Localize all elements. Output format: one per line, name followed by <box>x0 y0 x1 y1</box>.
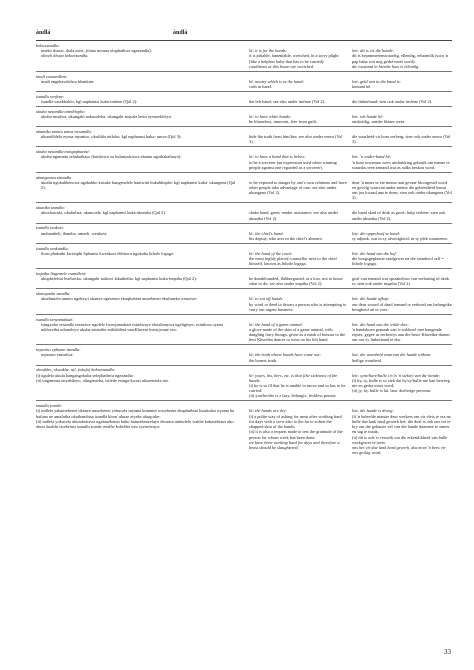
english-column <box>249 210 352 220</box>
entry-headword: kokwezandla: <box>36 43 60 48</box>
afrikaans-column <box>352 322 452 343</box>
english-column <box>249 408 352 455</box>
entry-text: lett: die hand van die wilde dier: <box>352 321 409 327</box>
running-header <box>36 30 452 39</box>
entry-text: be blameless, innocent, free from guilt. <box>249 119 318 125</box>
entry-separator <box>36 400 452 401</box>
entry-headword: ukunqumla izandla: <box>36 291 71 297</box>
english-column <box>249 99 352 104</box>
entry-row <box>36 79 452 89</box>
english-column <box>249 154 352 170</box>
xhosa-column <box>36 276 249 286</box>
entry-separator <box>36 344 452 345</box>
entry-row <box>36 154 452 170</box>
entry-text: inyaniso emsulwa: <box>41 352 74 358</box>
entry-headword: imali esesandleni: <box>36 73 68 79</box>
xhosa-column <box>36 373 249 399</box>
entry-text: be dumbfounded, flabbergasted, at a loss, not to know what to do; see also under inqatha (Vol 2). <box>249 276 343 287</box>
xhosa-column <box>36 322 249 343</box>
entry-row <box>36 408 452 455</box>
entry-text: conditions at this home are wretched. <box>249 63 315 69</box>
entry-text: (i) ugulela ukufa kangangokuba selephathwa ngezandla: <box>36 372 134 378</box>
entry-text: lett: syne/hare/hulle s'n (s 'n siekte) van die hande: <box>352 372 441 378</box>
entry-list <box>36 43 452 455</box>
entry-text: sy adjunk, wat in sy afwesigheid, in sy plek waarneem. <box>352 235 448 241</box>
entry-text: (i) hy, sy, hulle is so siek dat hy/sy/hulle nie kan beweeg nie en gedra moet word; <box>352 377 450 389</box>
afrikaans-column <box>352 79 452 89</box>
entry-text: lett: die opperhoof se hand: <box>352 230 401 236</box>
entry-text: lett: dit is vir die hande: <box>352 48 395 54</box>
entry-headword: ukuba nezandla ezimhlophe: <box>36 108 86 114</box>
entry-headword: isandla senkosi: <box>36 225 65 231</box>
entry-text: ukuthintela umntu ngelizwi okanye ngesenzo ekuqhubeni umsebenzi ekufuneka wenziwe: <box>41 296 198 302</box>
afrikaans-column <box>352 114 452 124</box>
entry-text: (ii) indlela yokucela ukutoketiswa ngabasebenzi kubo bamsebenzelayo ebonisa umbulelo wakhe kubasebenzi abo: <box>36 418 235 424</box>
entry-separator <box>36 172 452 173</box>
entry-text: (ii) ungumntu onyabileyo, olingenerha, isifede esinga-kwazi ukuzenzela nto. <box>36 377 170 383</box>
entry-text: the left hand; see also under imfene (Vol 2). <box>249 99 326 105</box>
entry-text: lett: die hand van die hof: <box>352 250 397 256</box>
entry-text: lit: the hand of the court: <box>249 250 293 256</box>
entry-text: lett: die hande is droog: <box>352 408 394 414</box>
english-column <box>249 296 352 312</box>
xhosa-column <box>36 352 249 362</box>
entry-row <box>36 231 452 241</box>
xhosa-column <box>36 99 249 104</box>
entry-text: (ii) you/he/she is a lazy, lethargic, feckless person. <box>249 393 337 399</box>
xhosa-column <box>36 408 249 455</box>
entry-text: cash in hand. <box>249 84 272 90</box>
entry-text: a glove made of the skin of a game animal, with dangling furry thongs, given as a mark of honour to the best Khwetha dancer to wear on his left hand. <box>249 327 346 343</box>
entry-text: imali engekavalelwa bhankini: <box>41 78 95 84</box>
entry-text: to be a sorcerer (an expression used when warning people against one regarded as a sorcerer). <box>249 159 337 170</box>
entry-row <box>36 114 452 124</box>
entry-text: lett: die hande afkap: <box>352 296 390 302</box>
xhosa-column <box>36 154 249 170</box>
entry-text: die waarheid vir hom verberg; sien ook onder umva (Vol 3). <box>352 134 451 145</box>
english-column <box>249 79 352 89</box>
afrikaans-column <box>352 251 452 267</box>
entry-headword: isandla senyamakazi: <box>36 316 74 322</box>
entry-headword: izandla zomile: <box>36 403 63 409</box>
entry-row <box>36 251 452 267</box>
entry-text: we have been working hard for days and therefore a beast should be slaughtered; <box>249 439 340 450</box>
entry-text: geaf van iemand wat spraakeloos van verbasing of skok is; sien ook onder inqatha (Vol 2). <box>352 276 449 287</box>
entry-text: lit: the chief's hand: <box>249 230 284 236</box>
english-column <box>249 180 352 201</box>
entry-separator <box>36 223 452 224</box>
entry-row <box>36 276 452 286</box>
entry-text: die linkerhand; sien ook onder imfene (Vol 2). <box>352 99 433 105</box>
entry-text: hide the truth from him/her; see also under umva (Vol 3). <box>249 134 343 145</box>
entry-text: shake hand, greet; render assistance; see also under ukunika (Vol 2). <box>249 210 339 221</box>
entry-separator <box>36 314 452 315</box>
afrikaans-column <box>352 180 452 201</box>
entry-text: (i) indlela yabaasebenzi okanye umsebenzi yokucela inyama kumnini wosebenzi ekuphuthini kwakuloo nyama ba bafuna ne amafutha okuthambisa izandla khon' ukuze ziyeke ukugcabe: <box>36 408 235 419</box>
entry-separator <box>36 268 452 269</box>
entry-separator <box>36 243 452 244</box>
afrikaans-column <box>352 231 452 241</box>
entry-headword: ukungenwa zizandla <box>36 174 72 180</box>
entry-text: lett: 'n onder-hand hê: <box>352 154 392 160</box>
english-column <box>249 114 352 124</box>
entry-text: die hoogsgeplaaste raadgewer na die stamhoof self = lithole logaga. <box>352 256 444 267</box>
entry-separator <box>36 288 452 289</box>
afrikaans-column <box>352 352 452 362</box>
entry-text: lett: wit hande hê: <box>352 114 384 120</box>
entry-separator <box>36 365 452 366</box>
entry-text: (ii) jy, hy, hulle is lui, lam, doelerige persoon. <box>352 388 432 394</box>
entry-text: (i) 'n beleefde manier deur werkers om vir vleis te vra na hulle dae lank hard gewerk het; die doel is ook om vet te kry om die gebarste vel van die hande daarmee te smeer en sag te maak; <box>352 413 451 435</box>
xhosa-column <box>36 48 249 69</box>
entry-text: the honest truth. <box>249 357 278 363</box>
entry-text: lit: the hand of a game animal: <box>249 321 304 327</box>
header-rule <box>36 40 452 41</box>
entry-row <box>36 352 452 362</box>
entry-headword: ukumika umntu umva wesandla: <box>36 129 93 135</box>
entry-text: ukuphelelwa buchocko, ukungabi nalizwi lakuthetha; kgl naphantsi kuka-inqatha (Qul 2): <box>41 276 197 282</box>
entry-text: umbambeli, ibamba, umzeli, wenkosi: <box>41 230 108 236</box>
afrikaans-column <box>352 48 452 69</box>
entry-separator <box>36 106 452 107</box>
entry-text: ons het vir dae lank hard gewerk, dus moet 'n bees vir ons geslag word. <box>352 444 446 456</box>
entry-text: ilosu phakathi kwesiphi liphantsi kwenkosi elibizwa ngokuba lithole logaga: <box>41 250 174 256</box>
entry-text: okweli khaya kokwezandla. <box>41 53 89 59</box>
entry-row <box>36 373 452 399</box>
entry-separator <box>36 202 452 203</box>
entry-separator <box>36 126 452 127</box>
entry-row <box>36 48 452 69</box>
entry-headword: ukuba nesandla esingaphantsi: <box>36 149 91 155</box>
entry-headword: isandla senkundla: <box>36 245 69 251</box>
entry-headword: okwakho, okwakhe, njl, (okufa) kokwezandla: <box>36 367 116 373</box>
english-column <box>249 373 352 399</box>
entry-row <box>36 322 452 343</box>
entry-text: lett: geld wat in die hand is: <box>352 78 401 84</box>
english-column <box>249 48 352 69</box>
entry-row <box>36 99 452 104</box>
entry-text: to be exposed to danger by one's own relations and have other people take advantage of one; see also under ukungena (Vol 2). <box>249 179 347 196</box>
entry-text: lett: die waarheid waarvan die hande uitkom: <box>352 352 432 358</box>
afrikaans-column <box>352 373 452 399</box>
entry-text: onskuldig, sonder blaam wees. <box>352 119 406 125</box>
entry-text: imeko ilusizi, ikala usizi; (ifana nosana oluphathwa ngezandla): <box>41 48 152 54</box>
xhosa-column <box>36 210 249 220</box>
entry-row <box>36 210 452 220</box>
afrikaans-column <box>352 408 452 455</box>
entry-text: (i) a polite way of asking for meat after working hard for days with a view also to the fat to soften the chapped skin of the hands; <box>249 413 342 430</box>
xhosa-column <box>36 134 249 144</box>
entry-text: (ii) dit is ook 'n versoek om die erkentlikheid van hulle werkgewer te toets: <box>352 434 448 445</box>
xhosa-column <box>36 251 249 267</box>
afrikaans-column <box>352 154 452 170</box>
xhosa-column <box>36 114 249 124</box>
entry-text: lit: money which is in the hand: <box>249 78 305 84</box>
entry-text: the most highly placed counsellor next to the chief himself, known as lithole logaga. <box>249 256 337 267</box>
entry-text: it is pitiable, lamentable, wretched, in a sorry plight (like a helpless baby that has to be carried): <box>249 53 339 64</box>
english-column <box>249 251 352 267</box>
entry-text: heilige waarheid. <box>352 357 382 363</box>
english-column <box>249 276 352 286</box>
entry-text: lit: to cut off hands: <box>249 296 284 302</box>
xhosa-column <box>36 231 249 241</box>
entry-text: by word or deed to thwart a person who is attempting to carry out urgent business. <box>249 301 347 312</box>
afrikaans-column <box>352 296 452 312</box>
header-right-guideword: ándlá <box>173 30 188 36</box>
entry-text: his deputy, who acts in the chief's absence. <box>249 235 324 241</box>
english-column <box>249 134 352 144</box>
entry-text: ukuthi ngokubhencwa ngabakho kusuke kungenelele bantwini bukubhuphe; kgl naphantsi kuka- ukungena (Qul 2): <box>41 179 236 191</box>
entry-text: (ii) it is also a request made to test the gratitude of the person for whom work has been done: <box>249 429 343 440</box>
afrikaans-column <box>352 99 452 104</box>
english-column <box>249 322 352 343</box>
entry-text: lit: yours, his, hers, etc. is that (the sickness) of the hands: <box>249 372 338 383</box>
entry-text: (i) he is so ill that he is unable to move and so has to be carried: <box>249 383 346 394</box>
entry-text: lit: the truth whose hands have come out: <box>249 352 322 358</box>
entry-text: lit: to have white hands: <box>249 114 292 120</box>
english-column <box>249 352 352 362</box>
entry-text: nkosi kudala sisebenza izandla zomile makhe kubekho into eyenziwayo: <box>36 424 161 430</box>
entry-text: dit is bejammerenswaardig, ellendig, erbarmlik (soos 'n pap baba wat nog gedra moet word): <box>352 53 449 64</box>
entry-text: isingxobo sesandla esenziwe ngofele lwenyamakazi esindwayo ekuxhonywa ngeliginyo, esinikwa oyena mkhwetha udumileyo ukuba azinxibe esihlahleni saseKhweta kwisijwane eso: <box>41 321 223 333</box>
entry-headword: inqatha lingemele esandleni: <box>36 271 87 277</box>
xhosa-column <box>36 296 249 312</box>
afrikaans-column <box>352 134 452 144</box>
entry-row <box>36 180 452 201</box>
entry-text: lit: to have a hand that is below: <box>249 154 306 160</box>
entry-separator <box>36 71 452 72</box>
header-left-guideword: ándlá <box>36 30 51 36</box>
entry-text: ukumfihlela eyona inyaniso, ukufihla intloko; kgl naphantsi kuka- umva (Qul 3): <box>41 134 182 140</box>
entry-text: 'n bose towenaar wees uitdrukking gebruik om mense te waarsku teen iemand wat as sulks beskou word. <box>352 159 450 170</box>
entry-separator <box>36 91 452 92</box>
afrikaans-column <box>352 210 452 220</box>
entry-text: om deur woord of daad iemand te verhoed om belangrike besigheid uit te voer. <box>352 301 452 312</box>
entry-text: lit: the hands are dry: <box>249 408 287 414</box>
entry-text: lit: it is for the hands: <box>249 48 288 54</box>
entry-text: 'n handskoen gemaak van 'n wildsvel met hangende repies, gegee as eerbewys aan die beste Khwetha-danser om oor sy linkerhand te dra. <box>352 327 450 343</box>
entry-text: ukuxhawula, ukubulisa; ukuncoda; kgl naphantsi kuka-ukunika (Qul 2): <box>41 210 166 216</box>
entry-separator <box>36 146 452 147</box>
afrikaans-column <box>352 276 452 286</box>
entry-text: isandla sasekhohlo; kgl naphantsi kuka-imfene (Qul 2): <box>41 99 138 105</box>
entry-text: deur 'n mens se eie mense aan gevaar blootgestel word en gevolg waarvan ander mense die geleentheid benut om jou kwaad aan te doen; sien ook onder ukungena (Vol 2). <box>352 179 452 201</box>
entry-headword: ukunika izandla: <box>36 205 66 211</box>
page-number: 33 <box>444 648 451 656</box>
entry-headword: isandla senfene: <box>36 93 65 99</box>
english-column <box>249 231 352 241</box>
entry-text: kontant hê. <box>352 84 372 90</box>
entry-text: die hand skud of druk as groet; hulp verleen; sien ook onder ukunika (Vol 2). <box>352 210 446 221</box>
entry-text: ukuba ngumntu othakathayo (kutshiwo xa kulunyukiswa abantu ngothakathayo): <box>41 154 182 160</box>
xhosa-column <box>36 180 249 201</box>
entry-text: die toestand in hierdie huis is ellendig. <box>352 63 420 69</box>
entry-text: ukuba msulwa, ukungabi nakusoleka, ukungabi natyala lento eyenzekileyo: <box>41 114 173 120</box>
entry-row <box>36 134 452 144</box>
entry-row <box>36 296 452 312</box>
xhosa-column <box>36 79 249 89</box>
entry-headword: inyaniso ephume izandla: <box>36 347 81 353</box>
